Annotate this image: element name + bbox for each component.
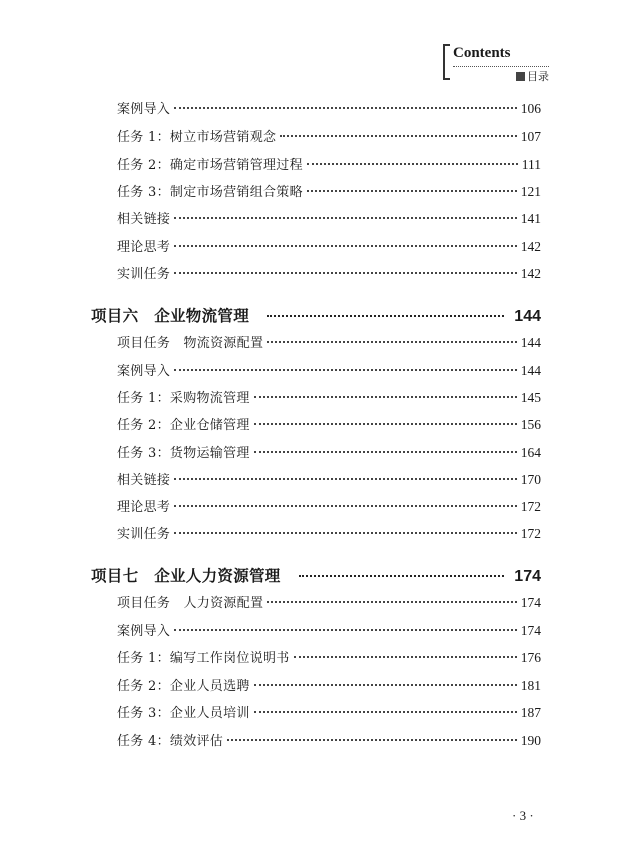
toc-project-page: 144 — [514, 308, 541, 325]
toc-entry-page: 174 — [520, 623, 541, 638]
toc-entry-title: 任务 1：树立市场营销观念 — [117, 130, 277, 145]
toc-leader — [307, 190, 517, 192]
toc-entry-page: 141 — [520, 211, 541, 226]
toc-leader — [174, 369, 517, 371]
toc-entry[interactable] — [117, 592, 541, 611]
toc-leader — [174, 217, 517, 219]
toc-entry-page: 142 — [520, 266, 541, 281]
toc-entry-page: 156 — [520, 417, 541, 432]
toc-entry[interactable] — [117, 496, 541, 515]
toc-entry-title: 任务 1：编写工作岗位说明书 — [117, 651, 290, 666]
toc-entry-page: 190 — [520, 733, 541, 748]
toc-entry-page: 144 — [520, 335, 541, 350]
toc-leader — [254, 423, 517, 425]
toc-entry[interactable] — [117, 236, 541, 255]
toc-entry-title: 实训任务 — [117, 527, 171, 542]
toc-entry[interactable] — [117, 387, 541, 406]
toc-entry[interactable] — [117, 208, 541, 227]
toc-entry[interactable] — [117, 360, 541, 379]
toc-entry-page: 172 — [520, 526, 541, 541]
toc-entry[interactable] — [117, 263, 541, 282]
toc-entry-title: 任务 4：绩效评估 — [117, 734, 224, 749]
toc-leader — [267, 341, 516, 343]
toc-entry[interactable] — [117, 181, 541, 200]
toc-leader — [174, 505, 517, 507]
toc-leader — [174, 107, 517, 109]
toc-entry[interactable] — [117, 702, 541, 721]
toc-entry-title: 理论思考 — [117, 500, 171, 515]
toc-leader — [254, 684, 517, 686]
toc-leader — [267, 315, 504, 317]
toc-leader — [174, 478, 517, 480]
toc-entry-title: 任务 3：企业人员培训 — [117, 706, 250, 721]
toc-entry[interactable] — [117, 675, 541, 694]
toc-leader — [174, 629, 517, 631]
header-title-cn: 目录 — [527, 70, 549, 83]
toc-entry[interactable] — [117, 98, 541, 117]
toc-entry-page: 187 — [520, 705, 541, 720]
toc-entry-title: 任务 3：制定市场营销组合策略 — [117, 185, 303, 200]
toc-leader — [227, 739, 517, 741]
toc-entry-title: 项目任务 人力资源配置 — [117, 596, 264, 611]
toc-leader — [174, 245, 517, 247]
toc-entry-page: 176 — [520, 650, 541, 665]
toc-entry-page: 121 — [520, 184, 541, 199]
toc-entry-page: 106 — [520, 101, 541, 116]
toc-entry-title: 任务 2：企业仓储管理 — [117, 418, 250, 433]
toc-project-title: 项目六 企业物流管理 — [91, 307, 250, 325]
toc-entry-page: 170 — [520, 472, 541, 487]
toc-entry-title: 任务 1：采购物流管理 — [117, 391, 250, 406]
toc-entry-title: 理论思考 — [117, 240, 171, 255]
toc-entry[interactable] — [117, 730, 541, 749]
toc-leader — [294, 656, 517, 658]
toc-entry-page: 172 — [520, 499, 541, 514]
toc-entry-title: 项目任务 物流资源配置 — [117, 336, 264, 351]
toc-entry[interactable] — [117, 469, 541, 488]
toc-entry-page: 164 — [520, 445, 541, 460]
toc-leader — [254, 711, 517, 713]
toc-leader — [267, 601, 516, 603]
toc-entry[interactable] — [117, 154, 541, 173]
toc-project-page: 174 — [514, 568, 541, 585]
toc-entry-page: 142 — [520, 239, 541, 254]
toc-entry[interactable] — [117, 414, 541, 433]
toc-entry[interactable] — [117, 126, 541, 145]
toc-leader — [280, 135, 516, 137]
toc-leader — [307, 163, 518, 165]
toc-entry-title: 任务 2：确定市场营销管理过程 — [117, 158, 303, 173]
toc-entry-title: 相关链接 — [117, 212, 171, 227]
toc-leader — [254, 396, 517, 398]
page-number: · 3 · — [512, 808, 534, 823]
toc-entry-title: 案例导入 — [117, 364, 171, 379]
toc-leader — [254, 451, 517, 453]
toc-entry[interactable] — [117, 442, 541, 461]
toc-entry-title: 实训任务 — [117, 267, 171, 282]
toc-entry[interactable] — [117, 523, 541, 542]
toc-entry-title: 案例导入 — [117, 624, 171, 639]
toc-entry[interactable] — [117, 620, 541, 639]
toc-leader — [174, 532, 517, 534]
toc-entry-page: 145 — [520, 390, 541, 405]
toc-entry-title: 相关链接 — [117, 473, 171, 488]
header-title-en: Contents — [453, 45, 511, 61]
toc-entry-title: 任务 2：企业人员选聘 — [117, 679, 250, 694]
toc-entry-page: 107 — [520, 129, 541, 144]
toc-entry-page: 174 — [520, 595, 541, 610]
toc-entry-title: 任务 3：货物运输管理 — [117, 446, 250, 461]
toc-leader — [299, 575, 505, 577]
toc-entry-page: 144 — [520, 363, 541, 378]
toc-leader — [174, 272, 517, 274]
toc-project-heading[interactable] — [91, 564, 541, 586]
toc-entry[interactable] — [117, 647, 541, 666]
toc-project-heading[interactable] — [91, 304, 541, 326]
toc-entry-page: 181 — [520, 678, 541, 693]
toc-entry[interactable] — [117, 332, 541, 351]
toc-entry-page: 111 — [521, 157, 541, 172]
toc-entry-title: 案例导入 — [117, 102, 171, 117]
toc-project-title: 项目七 企业人力资源管理 — [91, 567, 281, 585]
